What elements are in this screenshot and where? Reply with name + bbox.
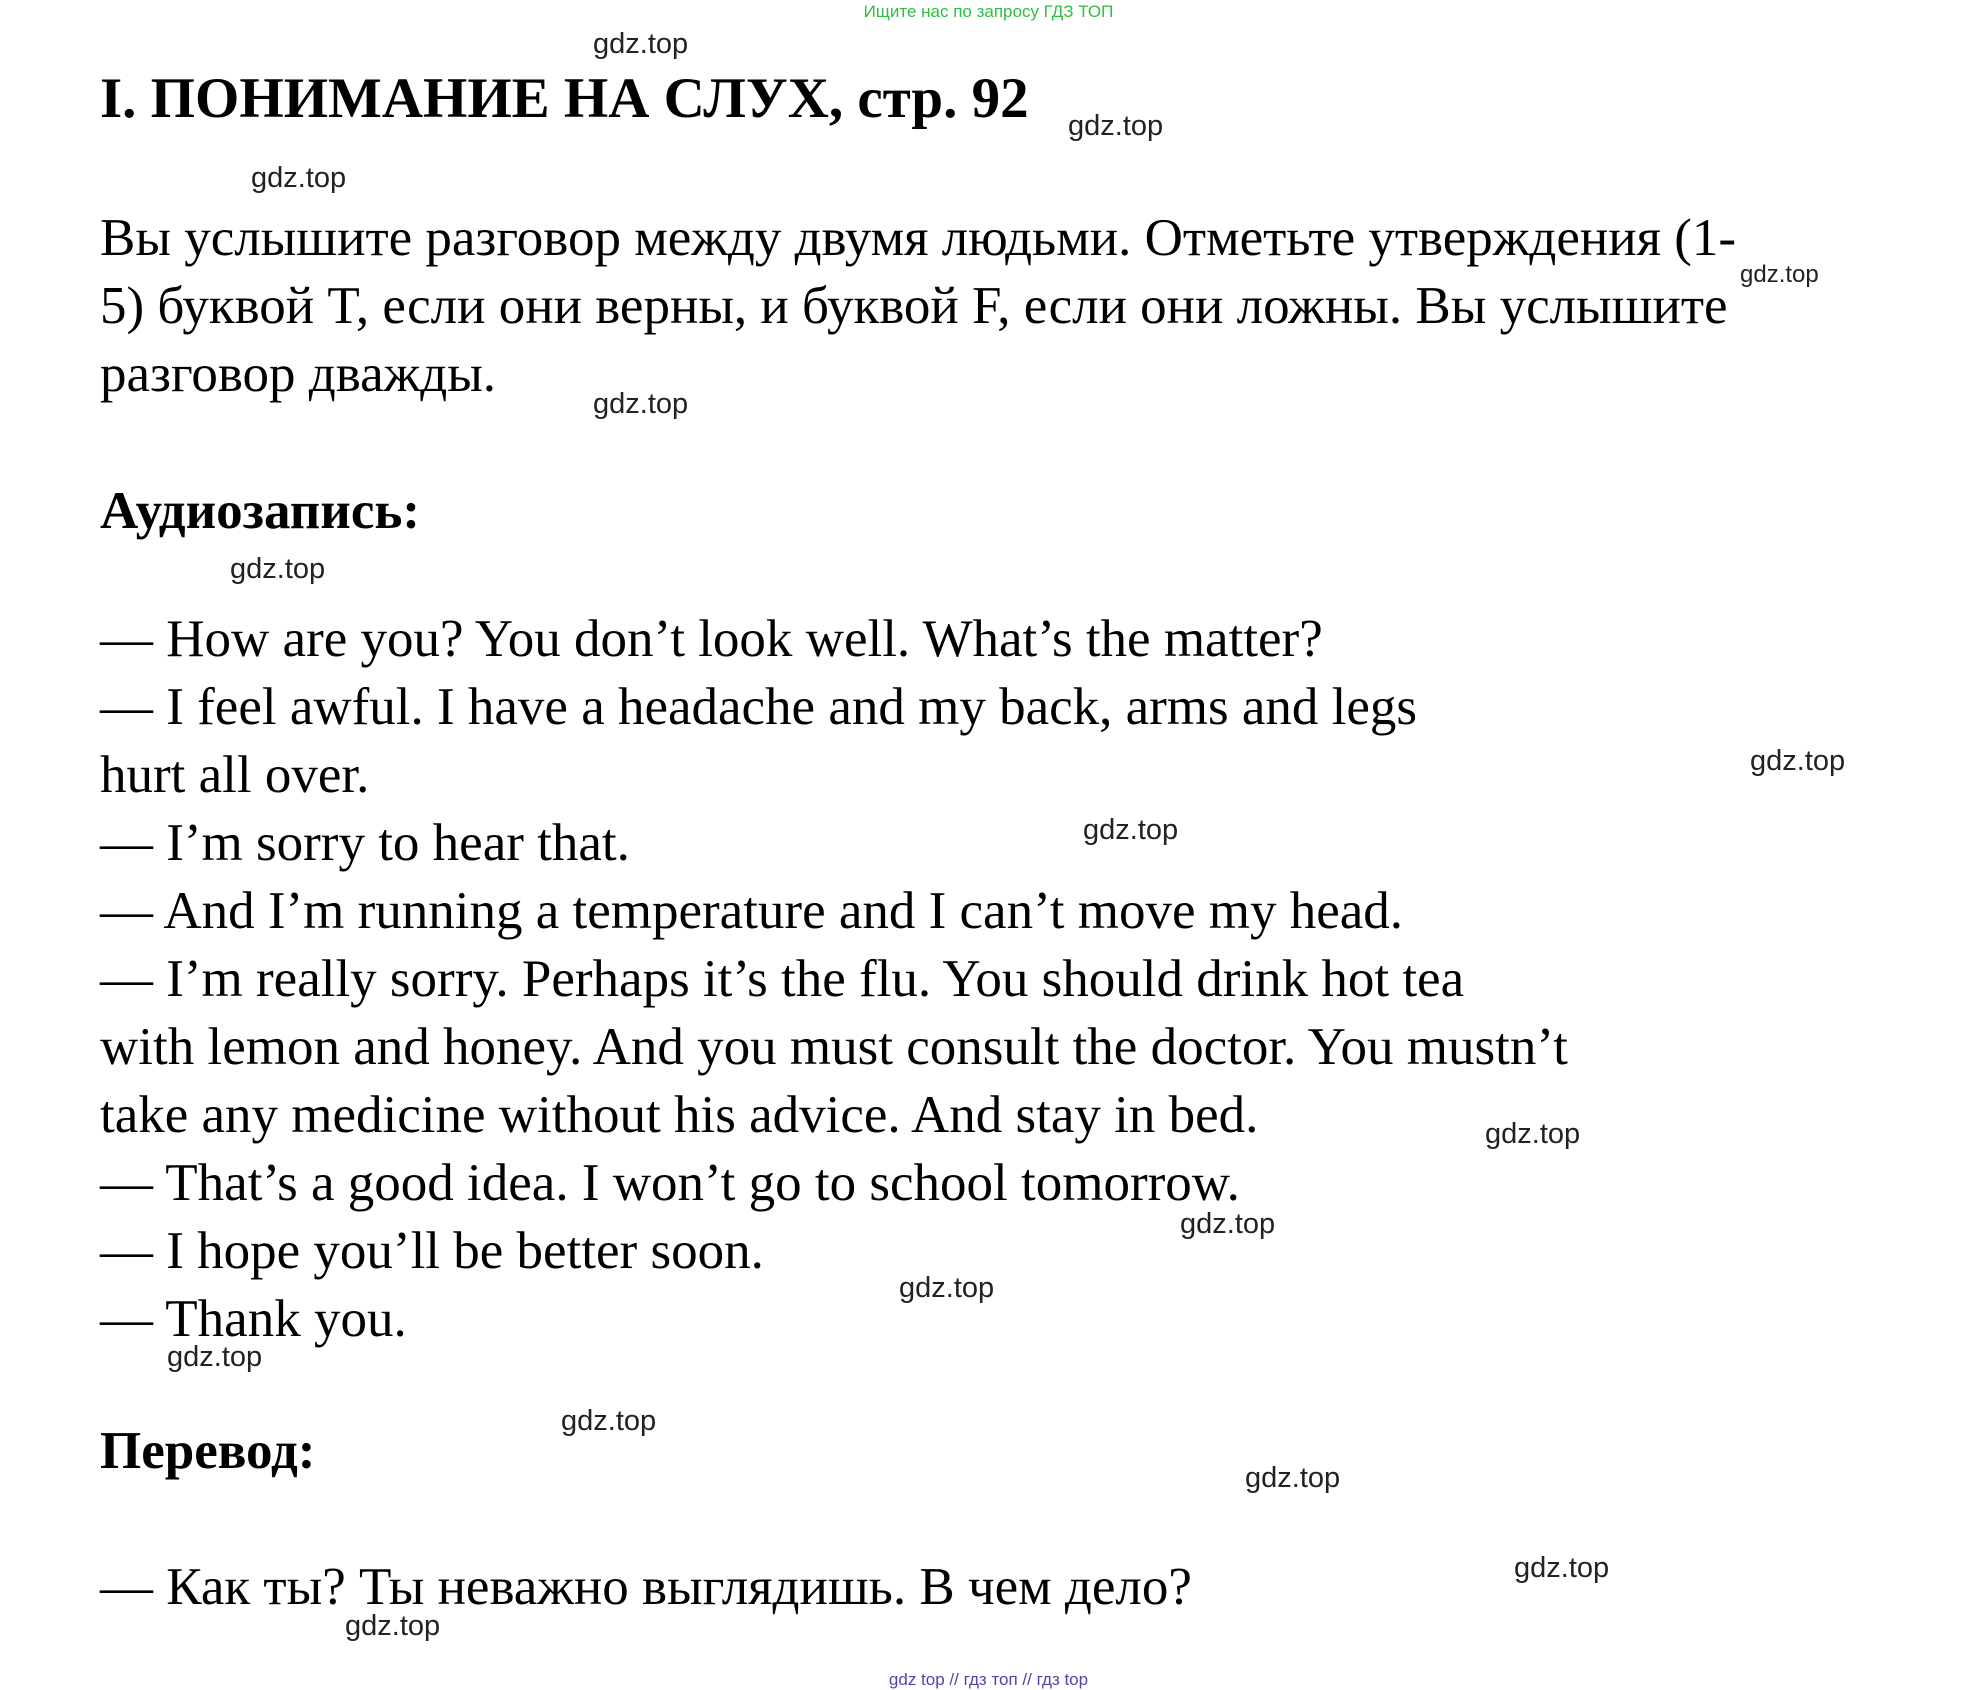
dialogue-line: — Thank you. xyxy=(100,1290,407,1348)
translation-line: — Как ты? Ты неважно выглядишь. В чем дело? xyxy=(100,1558,1192,1616)
audio-transcript xyxy=(100,605,1568,1353)
dialogue-line: with lemon and honey. And you must consult the doctor. You mustn’t xyxy=(100,1018,1568,1076)
watermark: gdz.top xyxy=(230,553,326,585)
watermark: gdz.top xyxy=(1180,1208,1276,1240)
task-instructions xyxy=(100,204,1930,408)
watermark: gdz.top xyxy=(899,1272,995,1304)
watermark: gdz.top xyxy=(1245,1462,1341,1494)
dialogue-line: hurt all over. xyxy=(100,746,370,804)
page-title: I. ПОНИМАНИЕ НА СЛУХ, стр. 92 xyxy=(100,67,1029,130)
instructions-line: разговор дважды. xyxy=(100,345,497,403)
watermark: gdz.top xyxy=(1750,745,1846,777)
watermark: gdz.top xyxy=(561,1405,657,1437)
dialogue-line: — I’m sorry to hear that. xyxy=(100,814,630,872)
dialogue-line: — I feel awful. I have a headache and my back, arms and legs xyxy=(100,678,1418,736)
dialogue-line: — I hope you’ll be better soon. xyxy=(100,1222,764,1280)
translation-text xyxy=(100,1553,1192,1621)
watermark: gdz.top xyxy=(1740,261,1819,288)
dialogue-line: — And I’m running a temperature and I can’t move my head. xyxy=(100,882,1404,940)
instructions-line: Вы услышите разговор между двумя людьми. Отметьте утверждения (1- xyxy=(100,209,1737,267)
watermark: gdz.top xyxy=(593,28,689,60)
footer: gdz top // гдз топ // гдз top xyxy=(888,1670,1089,1689)
watermark: gdz.top xyxy=(345,1610,441,1642)
watermark: gdz.top xyxy=(1068,110,1164,142)
watermark: gdz.top xyxy=(1485,1118,1581,1150)
watermark: gdz.top xyxy=(251,162,347,194)
instructions-line: 5) буквой T, если они верны, и буквой F, если они ложны. Вы услышите xyxy=(100,277,1728,335)
watermark: gdz.top xyxy=(593,388,689,420)
watermark: gdz.top xyxy=(1083,814,1179,846)
dialogue-line: — I’m really sorry. Perhaps it’s the flu. You should drink hot tea xyxy=(100,950,1465,1008)
dialogue-line: take any medicine without his advice. And stay in bed. xyxy=(100,1086,1259,1144)
audio-heading: Аудиозапись: xyxy=(100,482,421,540)
watermark: gdz.top xyxy=(167,1341,263,1373)
dialogue-line: — That’s a good idea. I won’t go to school tomorrow. xyxy=(100,1154,1240,1212)
watermark: gdz.top xyxy=(1514,1552,1610,1584)
dialogue-line: — How are you? You don’t look well. What’s the matter? xyxy=(100,610,1323,668)
top-banner: Ищите нас по запросу ГДЗ ТОП xyxy=(863,2,1114,21)
translation-heading: Перевод: xyxy=(100,1422,316,1480)
